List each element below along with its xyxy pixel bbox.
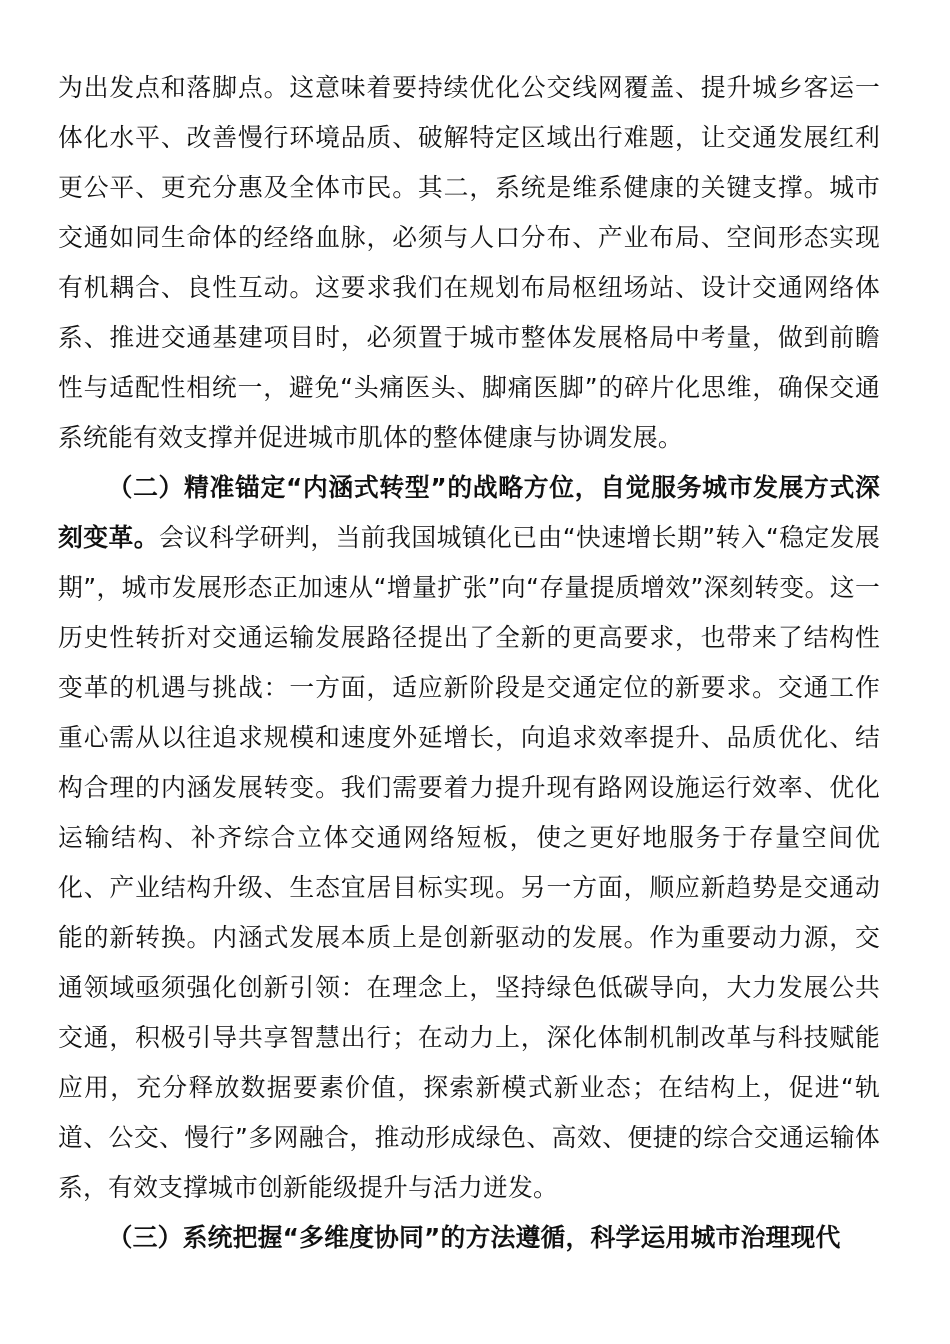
document-page <box>58 63 880 1263</box>
paragraph-1 <box>58 63 880 463</box>
section-2-heading: （二）精准锚定“内涵式转型”的战略方位，自觉服务城市发展方式深刻变革。 <box>58 473 880 552</box>
paragraph-1-text: 为出发点和落脚点。这意味着要持续优化公交线网覆盖、提升城乡客运一体化水平、改善慢行环境品质、破解特定区域出行难题，让交通发展红利更公平、更充分惠及全体市民。其二，系统是维系健康的关键支撑。城市交通如同生命体的经络血脉，必须与人口分布、产业布局、空间形态实现有机耦合、良性互动。这要求我们在规划布局枢纽场站、设计交通网络体系、推进交通基建项目时，必须置于城市整体发展格局中考量，做到前瞻性与适配性相统一，避免“头痛医头、脚痛医脚”的碎片化思维，确保交通系统能有效支撑并促进城市肌体的整体健康与协调发展。 <box>58 73 880 452</box>
paragraph-3 <box>58 1213 880 1263</box>
paragraph-2 <box>58 463 880 1213</box>
paragraph-2-text: 会议科学研判，当前我国城镇化已由“快速增长期”转入“稳定发展期”，城市发展形态正加速从“增量扩张”向“存量提质增效”深刻转变。这一历史性转折对交通运输发展路径提出了全新的更高要求，也带来了结构性变革的机遇与挑战：一方面，适应新阶段是交通定位的新要求。交通工作重心需从以往追求规模和速度外延增长，向追求效率提升、品质优化、结构合理的内涵发展转变。我们需要着力提升现有路网设施运行效率、优化运输结构、补齐综合立体交通网络短板，使之更好地服务于存量空间优化、产业结构升级、生态宜居目标实现。另一方面，顺应新趋势是交通动能的新转换。内涵式发展本质上是创新驱动的发展。作为重要动力源，交通领域亟须强化创新引领：在理念上，坚持绿色低碳导向，大力发展公共交通，积极引导共享智慧出行；在动力上，深化体制机制改革与科技赋能应用，充分释放数据要素价值，探索新模式新业态；在结构上，促进“轨道、公交、慢行”多网融合，推动形成绿色、高效、便捷的综合交通运输体系，有效支撑城市创新能级提升与活力迸发。 <box>58 523 880 1202</box>
section-3-heading: （三）系统把握“多维度协同”的方法遵循，科学运用城市治理现代 <box>107 1223 841 1252</box>
